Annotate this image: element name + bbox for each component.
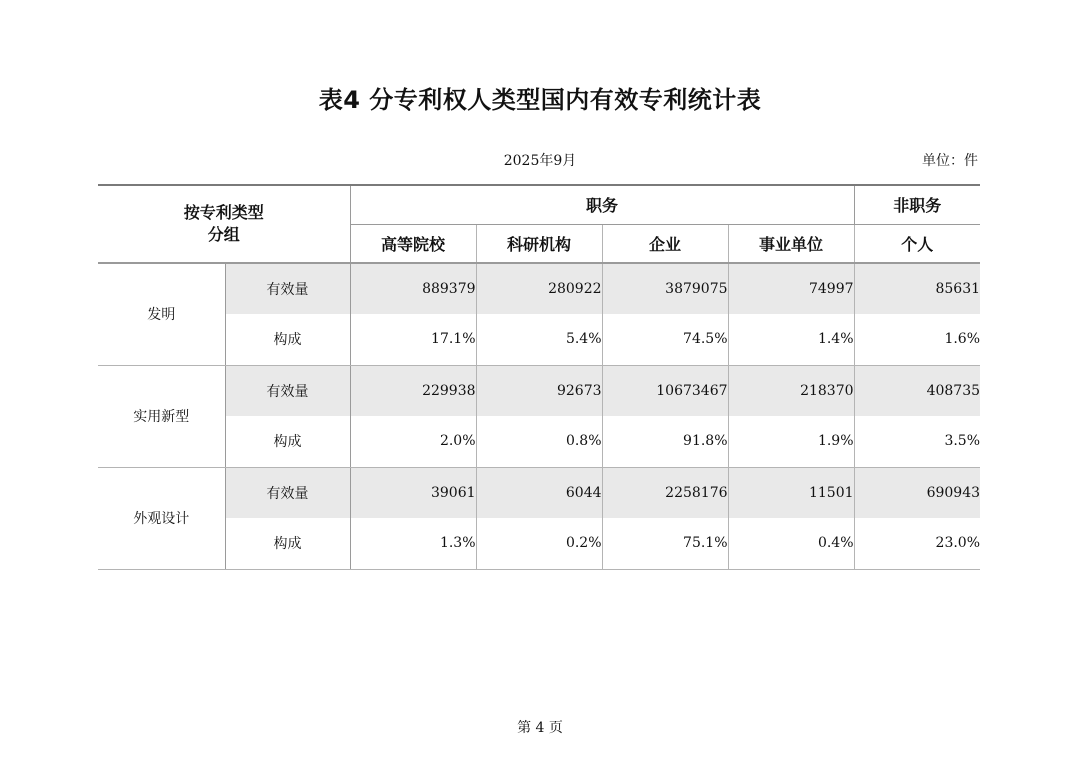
page-number: 第 4 页 bbox=[517, 720, 563, 736]
column-header: 科研机构 bbox=[476, 224, 602, 263]
metric-label: 构成 bbox=[225, 518, 350, 569]
group-label: 发明 bbox=[98, 263, 225, 365]
corner-header-line1: 按专利类型 bbox=[183, 203, 264, 222]
table-row bbox=[98, 365, 980, 416]
table-cell: 1.6% bbox=[854, 314, 980, 365]
column-header: 个人 bbox=[854, 224, 980, 263]
patent-stats-table bbox=[98, 184, 980, 570]
corner-header bbox=[98, 185, 350, 263]
table-row bbox=[98, 416, 980, 467]
unit-label: 单位：件 bbox=[922, 153, 978, 169]
column-header: 高等院校 bbox=[350, 224, 476, 263]
metric-label: 有效量 bbox=[225, 263, 350, 314]
table-cell: 690943 bbox=[854, 467, 980, 518]
table-cell: 889379 bbox=[350, 263, 476, 314]
table-cell: 0.8% bbox=[476, 416, 602, 467]
table-cell: 6044 bbox=[476, 467, 602, 518]
column-header: 事业单位 bbox=[728, 224, 854, 263]
table-cell: 1.3% bbox=[350, 518, 476, 569]
column-header: 企业 bbox=[602, 224, 728, 263]
table-cell: 10673467 bbox=[602, 365, 728, 416]
table-cell: 2258176 bbox=[602, 467, 728, 518]
group-label: 外观设计 bbox=[98, 467, 225, 569]
table-cell: 91.8% bbox=[602, 416, 728, 467]
table-cell: 74997 bbox=[728, 263, 854, 314]
table-cell: 5.4% bbox=[476, 314, 602, 365]
table-row bbox=[98, 314, 980, 365]
table-cell: 1.9% bbox=[728, 416, 854, 467]
table-cell: 11501 bbox=[728, 467, 854, 518]
table-cell: 3879075 bbox=[602, 263, 728, 314]
table-cell: 3.5% bbox=[854, 416, 980, 467]
metric-label: 构成 bbox=[225, 416, 350, 467]
table-row bbox=[98, 467, 980, 518]
table-cell: 39061 bbox=[350, 467, 476, 518]
table-cell: 92673 bbox=[476, 365, 602, 416]
table-row bbox=[98, 518, 980, 569]
table-cell: 408735 bbox=[854, 365, 980, 416]
metric-label: 有效量 bbox=[225, 365, 350, 416]
metric-label: 有效量 bbox=[225, 467, 350, 518]
group-header-zhiwu: 职务 bbox=[350, 185, 854, 224]
table-cell: 229938 bbox=[350, 365, 476, 416]
table-row bbox=[98, 263, 980, 314]
table-cell: 218370 bbox=[728, 365, 854, 416]
group-header-feizhiwu: 非职务 bbox=[854, 185, 980, 224]
table-cell: 23.0% bbox=[854, 518, 980, 569]
table-cell: 17.1% bbox=[350, 314, 476, 365]
table-cell: 0.4% bbox=[728, 518, 854, 569]
table-title: 表4 分专利权人类型国内有效专利统计表 bbox=[318, 86, 762, 114]
metric-label: 构成 bbox=[225, 314, 350, 365]
table-cell: 85631 bbox=[854, 263, 980, 314]
group-label: 实用新型 bbox=[98, 365, 225, 467]
corner-header-line2: 分组 bbox=[207, 225, 240, 244]
table-cell: 280922 bbox=[476, 263, 602, 314]
table-cell: 2.0% bbox=[350, 416, 476, 467]
report-date: 2025年9月 bbox=[503, 153, 577, 169]
table-cell: 74.5% bbox=[602, 314, 728, 365]
table-cell: 0.2% bbox=[476, 518, 602, 569]
table-cell: 75.1% bbox=[602, 518, 728, 569]
table-cell: 1.4% bbox=[728, 314, 854, 365]
